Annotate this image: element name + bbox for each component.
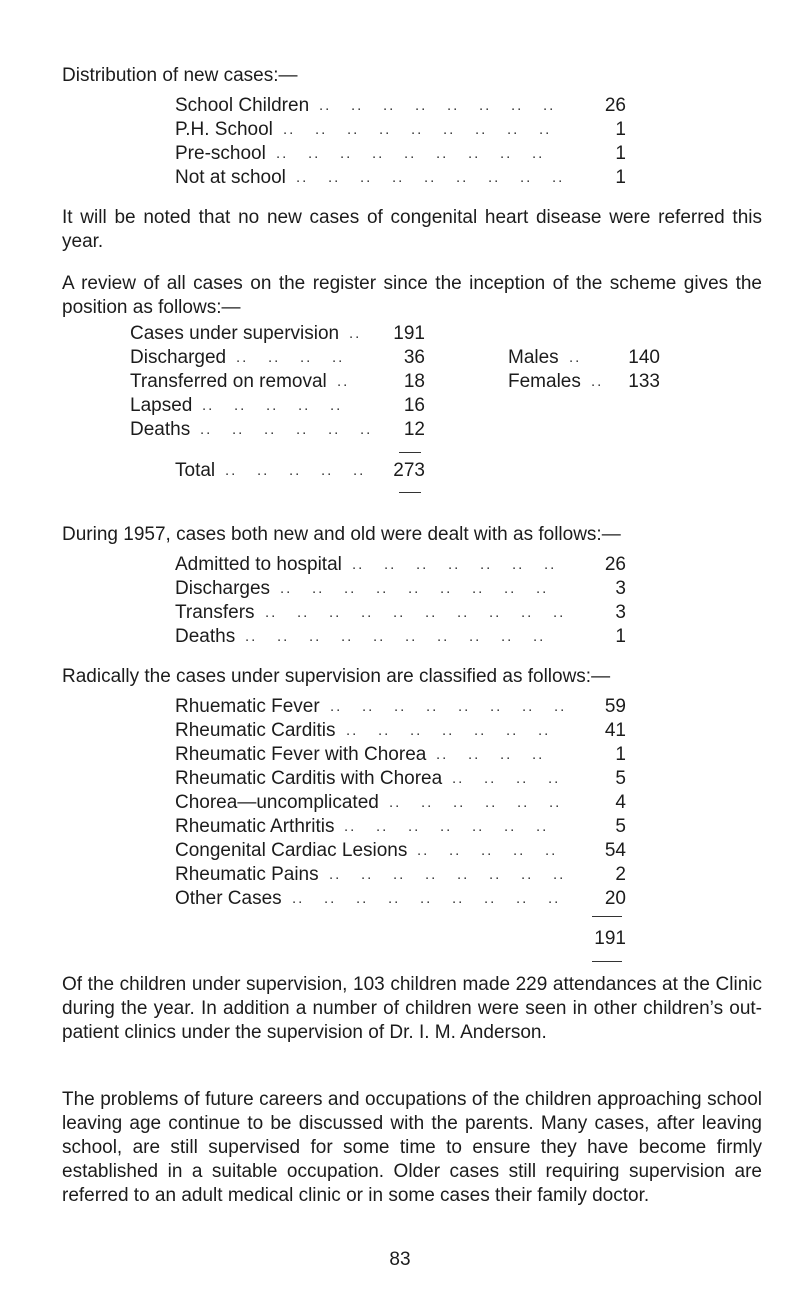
leader-dots: ..	[245, 628, 258, 645]
leader-dots: ..	[458, 698, 471, 715]
leader-dots: ..	[360, 421, 373, 438]
leader-dots: ..	[378, 722, 391, 739]
leader-dots: ..	[536, 818, 549, 835]
row-value: 5	[615, 768, 626, 789]
row-label: Transferred on removal	[130, 371, 327, 392]
leader-dots: ..	[516, 770, 529, 787]
leader-dots: ..	[408, 580, 421, 597]
leader-dots: ..	[436, 746, 449, 763]
leader-dots: ..	[538, 722, 551, 739]
leader-dots: ..	[277, 628, 290, 645]
leader-dots: ..	[440, 580, 453, 597]
leader-dots: ..	[548, 890, 561, 907]
leader-dots: ..	[276, 145, 289, 162]
row-label: Deaths	[175, 626, 236, 647]
leader-dots: ..	[504, 580, 517, 597]
leader-dots: ..	[373, 628, 386, 645]
classified-paragraph: Radically the cases under supervision are classified as follows:—	[62, 666, 611, 687]
row-label: Rheumatic Carditis with Chorea	[175, 768, 443, 789]
leader-dots: ..	[352, 556, 365, 573]
leader-dots: ..	[330, 698, 343, 715]
row-label: Rheumatic Carditis	[175, 720, 336, 741]
leader-dots: ..	[500, 746, 513, 763]
leader-dots: ..	[456, 169, 469, 186]
review-paragraph: A review of all cases on the register since the inception of the scheme gives the position as follows:—	[62, 273, 762, 318]
leader-dots: ..	[346, 722, 359, 739]
leader-dots: ..	[425, 866, 438, 883]
leader-dots: ..	[443, 121, 456, 138]
total-value: 191	[594, 928, 626, 949]
leader-dots: ..	[501, 628, 514, 645]
leader-dots: ..	[389, 794, 402, 811]
leader-dots: ..	[437, 628, 450, 645]
leader-dots: ..	[257, 462, 270, 479]
leader-dots: ..	[517, 794, 530, 811]
row-value: 59	[604, 696, 626, 717]
leader-dots: ..	[300, 349, 313, 366]
row-label: Congenital Cardiac Lesions	[175, 840, 408, 861]
leader-dots: ..	[489, 866, 502, 883]
leader-dots: ..	[379, 121, 392, 138]
leader-dots: ..	[468, 746, 481, 763]
row-value: 16	[403, 395, 425, 416]
leader-dots: ..	[292, 890, 305, 907]
leader-dots: ..	[521, 866, 534, 883]
subtotal-rule	[399, 452, 421, 453]
leader-dots: ..	[415, 97, 428, 114]
leader-dots: ..	[408, 818, 421, 835]
leader-dots: ..	[308, 145, 321, 162]
leader-dots: ..	[484, 770, 497, 787]
row-value: 140	[628, 347, 660, 368]
row-value: 3	[615, 602, 626, 623]
leader-dots: ..	[512, 556, 525, 573]
leader-dots: ..	[532, 145, 545, 162]
leader-dots: ..	[416, 556, 429, 573]
during-1957-paragraph: During 1957, cases both new and old were dealt with as follows:—	[62, 524, 621, 545]
leader-dots: ..	[480, 556, 493, 573]
leader-dots: ..	[507, 121, 520, 138]
leader-dots: ..	[426, 698, 439, 715]
row-label: Transfers	[175, 602, 255, 623]
leader-dots: ..	[410, 722, 423, 739]
leader-dots: ..	[481, 842, 494, 859]
row-label: Other Cases	[175, 888, 282, 909]
row-label: Chorea—uncomplicated	[175, 792, 379, 813]
leader-dots: ..	[362, 698, 375, 715]
leader-dots: ..	[349, 325, 362, 342]
leader-dots: ..	[485, 794, 498, 811]
row-value: 1	[615, 744, 626, 765]
leader-dots: ..	[533, 628, 546, 645]
leader-dots: ..	[569, 349, 582, 366]
leader-dots: ..	[453, 794, 466, 811]
row-value: 41	[604, 720, 626, 741]
leader-dots: ..	[337, 373, 350, 390]
leader-dots: ..	[472, 818, 485, 835]
leader-dots: ..	[265, 604, 278, 621]
leader-dots: ..	[539, 121, 552, 138]
leader-dots: ..	[536, 580, 549, 597]
row-label: Deaths	[130, 419, 191, 440]
leader-dots: ..	[479, 97, 492, 114]
leader-dots: ..	[341, 628, 354, 645]
total-label: Total	[175, 460, 216, 481]
row-label: Discharged	[130, 347, 227, 368]
leader-dots: ..	[474, 722, 487, 739]
leader-dots: ..	[472, 580, 485, 597]
leader-dots: ..	[298, 397, 311, 414]
leader-dots: ..	[548, 770, 561, 787]
leader-dots: ..	[417, 842, 430, 859]
leader-dots: ..	[448, 556, 461, 573]
leader-dots: ..	[532, 746, 545, 763]
leader-dots: ..	[328, 169, 341, 186]
leader-dots: ..	[321, 462, 334, 479]
leader-dots: ..	[522, 698, 535, 715]
row-value: 4	[615, 792, 626, 813]
row-value: 54	[604, 840, 626, 861]
leader-dots: ..	[468, 145, 481, 162]
leader-dots: ..	[234, 397, 247, 414]
leader-dots: ..	[553, 604, 566, 621]
leader-dots: ..	[405, 628, 418, 645]
leader-dots: ..	[360, 169, 373, 186]
leader-dots: ..	[266, 397, 279, 414]
leader-dots: ..	[296, 169, 309, 186]
total-rule	[399, 492, 421, 493]
leader-dots: ..	[361, 604, 374, 621]
leader-dots: ..	[544, 556, 557, 573]
page-number: 83	[389, 1249, 411, 1270]
leader-dots: ..	[332, 349, 345, 366]
leader-dots: ..	[264, 421, 277, 438]
leader-dots: ..	[516, 890, 529, 907]
row-label: Not at school	[175, 167, 286, 188]
leader-dots: ..	[347, 121, 360, 138]
leader-dots: ..	[200, 421, 213, 438]
row-value: 1	[615, 626, 626, 647]
leader-dots: ..	[344, 818, 357, 835]
leader-dots: ..	[436, 145, 449, 162]
total-value: 273	[393, 460, 425, 481]
row-value: 20	[604, 888, 626, 909]
row-value: 5	[615, 816, 626, 837]
leader-dots: ..	[484, 890, 497, 907]
leader-dots: ..	[447, 97, 460, 114]
leader-dots: ..	[280, 580, 293, 597]
leader-dots: ..	[591, 373, 604, 390]
leader-dots: ..	[513, 842, 526, 859]
leader-dots: ..	[236, 349, 249, 366]
leader-dots: ..	[411, 121, 424, 138]
leader-dots: ..	[328, 421, 341, 438]
leader-dots: ..	[376, 818, 389, 835]
leader-dots: ..	[344, 580, 357, 597]
leader-dots: ..	[372, 145, 385, 162]
leader-dots: ..	[329, 866, 342, 883]
leader-dots: ..	[268, 349, 281, 366]
leader-dots: ..	[384, 556, 397, 573]
row-value: 3	[615, 578, 626, 599]
leader-dots: ..	[361, 866, 374, 883]
leader-dots: ..	[351, 97, 364, 114]
leader-dots: ..	[388, 890, 401, 907]
row-label: Females	[508, 371, 581, 392]
row-value: 1	[615, 167, 626, 188]
row-label: Lapsed	[130, 395, 193, 416]
row-label: Rheumatic Fever with Chorea	[175, 744, 427, 765]
row-value: 1	[615, 143, 626, 164]
row-label: Pre-school	[175, 143, 266, 164]
leader-dots: ..	[225, 462, 238, 479]
leader-dots: ..	[457, 866, 470, 883]
leader-dots: ..	[457, 604, 470, 621]
leader-dots: ..	[543, 97, 556, 114]
subtotal-rule	[592, 916, 622, 917]
leader-dots: ..	[420, 890, 433, 907]
leader-dots: ..	[521, 604, 534, 621]
total-rule	[592, 961, 622, 962]
leader-dots: ..	[452, 770, 465, 787]
leader-dots: ..	[475, 121, 488, 138]
leader-dots: ..	[393, 604, 406, 621]
row-value: 191	[393, 323, 425, 344]
leader-dots: ..	[330, 397, 343, 414]
leader-dots: ..	[315, 121, 328, 138]
leader-dots: ..	[392, 169, 405, 186]
leader-dots: ..	[549, 794, 562, 811]
leader-dots: ..	[545, 842, 558, 859]
leader-dots: ..	[312, 580, 325, 597]
leader-dots: ..	[504, 818, 517, 835]
leader-dots: ..	[202, 397, 215, 414]
leader-dots: ..	[289, 462, 302, 479]
leader-dots: ..	[489, 604, 502, 621]
distribution-heading: Distribution of new cases:—	[62, 65, 298, 86]
leader-dots: ..	[511, 97, 524, 114]
leader-dots: ..	[469, 628, 482, 645]
row-value: 18	[403, 371, 425, 392]
row-label: Rhuematic Fever	[175, 696, 320, 717]
leader-dots: ..	[232, 421, 245, 438]
leader-dots: ..	[394, 698, 407, 715]
leader-dots: ..	[554, 698, 567, 715]
row-value: 26	[604, 95, 626, 116]
row-label: School Children	[175, 95, 310, 116]
leader-dots: ..	[424, 169, 437, 186]
leader-dots: ..	[440, 818, 453, 835]
leader-dots: ..	[376, 580, 389, 597]
row-label: Males	[508, 347, 559, 368]
leader-dots: ..	[552, 169, 565, 186]
row-value: 1	[615, 119, 626, 140]
row-label: Discharges	[175, 578, 271, 599]
leader-dots: ..	[356, 890, 369, 907]
row-label: Rheumatic Arthritis	[175, 816, 335, 837]
leader-dots: ..	[324, 890, 337, 907]
leader-dots: ..	[319, 97, 332, 114]
leader-dots: ..	[449, 842, 462, 859]
leader-dots: ..	[452, 890, 465, 907]
leader-dots: ..	[520, 169, 533, 186]
leader-dots: ..	[506, 722, 519, 739]
leader-dots: ..	[340, 145, 353, 162]
leader-dots: ..	[296, 421, 309, 438]
leader-dots: ..	[490, 698, 503, 715]
leader-dots: ..	[553, 866, 566, 883]
row-label: Rheumatic Pains	[175, 864, 319, 885]
leader-dots: ..	[500, 145, 513, 162]
row-label: P.H. School	[175, 119, 273, 140]
row-value: 2	[615, 864, 626, 885]
leader-dots: ..	[283, 121, 296, 138]
leader-dots: ..	[309, 628, 322, 645]
row-value: 12	[403, 419, 425, 440]
row-value: 133	[628, 371, 660, 392]
congenital-note-paragraph: It will be noted that no new cases of congenital heart disease were referred this year.	[62, 207, 762, 252]
leader-dots: ..	[425, 604, 438, 621]
leader-dots: ..	[329, 604, 342, 621]
row-label: Admitted to hospital	[175, 554, 342, 575]
row-value: 26	[604, 554, 626, 575]
leader-dots: ..	[442, 722, 455, 739]
leader-dots: ..	[421, 794, 434, 811]
leader-dots: ..	[393, 866, 406, 883]
leader-dots: ..	[488, 169, 501, 186]
leader-dots: ..	[383, 97, 396, 114]
leader-dots: ..	[404, 145, 417, 162]
attendances-paragraph: Of the children under supervision, 103 children made 229 attendances at the Clinic during the year. In addition a number of children were seen in other children’s out-patient clinics under the supervision of Dr. I. M. Anderson.	[62, 974, 762, 1043]
leader-dots: ..	[353, 462, 366, 479]
leader-dots: ..	[297, 604, 310, 621]
row-value: 36	[403, 347, 425, 368]
row-label: Cases under supervision	[130, 323, 340, 344]
careers-paragraph: The problems of future careers and occupations of the children approaching school leaving age continue to be discussed with the parents. Many cases, after leaving school, are still supervised for some time to ensure they have become firmly established in a suitable occupation. Older cases still requiring supervision are referred to an adult medical clinic or in some cases their family doctor.	[62, 1089, 762, 1206]
